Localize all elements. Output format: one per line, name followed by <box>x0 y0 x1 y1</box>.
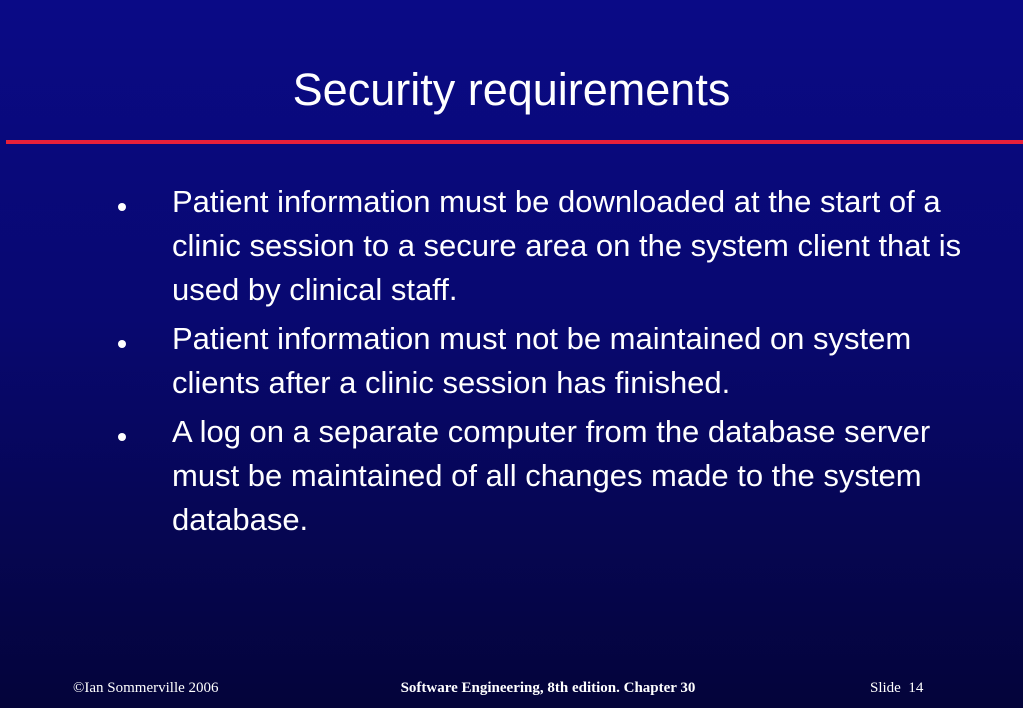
footer-copyright: ©Ian Sommerville 2006 <box>73 680 219 696</box>
slide-title: Security requirements <box>292 64 731 115</box>
bullet-item <box>118 180 998 312</box>
footer-slide-number: Slide 14 <box>870 680 924 696</box>
bullet-item <box>118 410 998 542</box>
bullet-dot-icon <box>118 433 126 441</box>
title-divider <box>6 140 1023 144</box>
bullet-item <box>118 317 998 405</box>
bullet-text: Patient information must be downloaded at the start of a clinic session to a secure area on the system client that is used by clinical staff. <box>172 184 962 307</box>
bullet-text: A log on a separate computer from the database server must be maintained of all changes made to the system database. <box>172 414 931 537</box>
bullet-dot-icon <box>118 203 126 211</box>
bullet-list <box>118 180 998 547</box>
footer-book-title: Software Engineering, 8th edition. Chapter 30 <box>400 680 696 696</box>
bullet-text: Patient information must not be maintained on system clients after a clinic session has finished. <box>172 321 912 400</box>
bullet-dot-icon <box>118 340 126 348</box>
